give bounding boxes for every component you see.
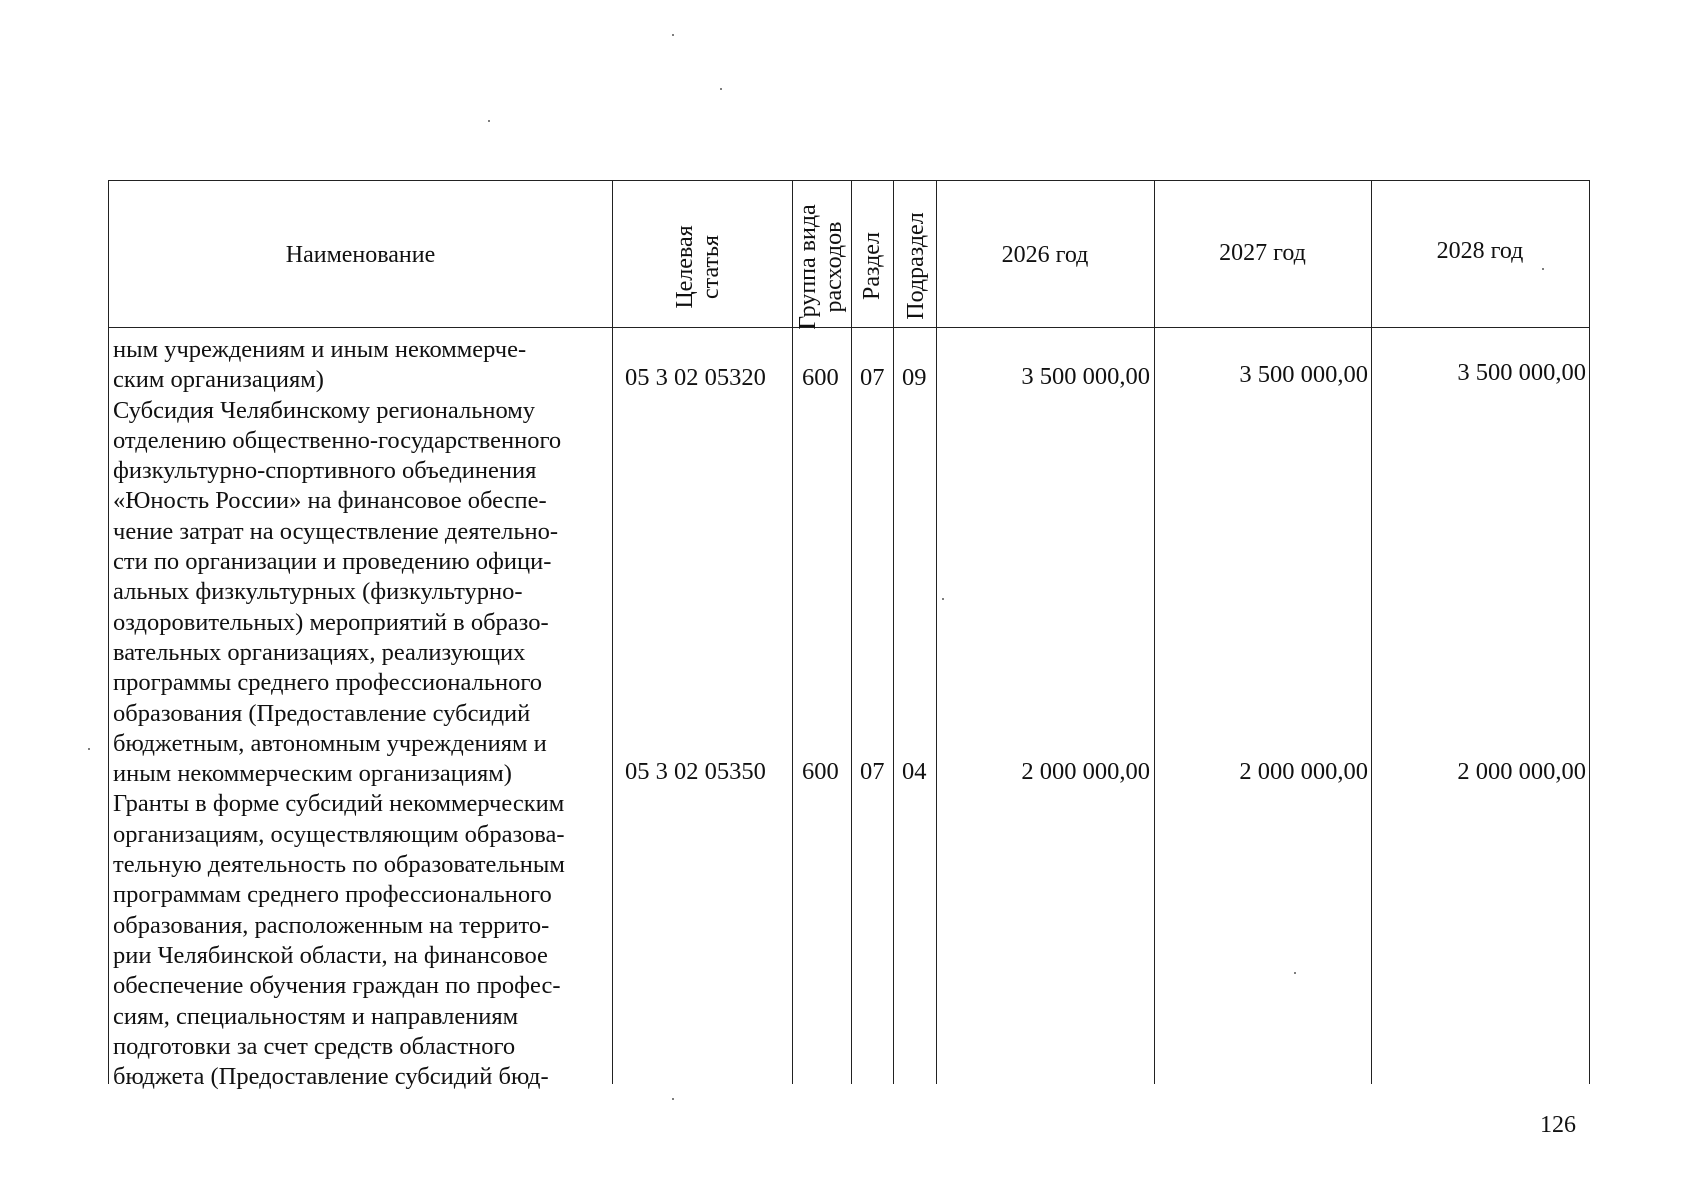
row2-2026: 2 000 000,00 xyxy=(1021,758,1150,785)
header-expense-group-line2: расходов xyxy=(821,221,847,313)
scan-speck xyxy=(942,598,944,600)
row2-code: 05 3 02 05350 xyxy=(625,758,766,785)
row1-2028: 3 500 000,00 xyxy=(1457,359,1586,386)
row2-line8: оздоровительных) мероприятий в образо- xyxy=(113,608,549,636)
col-divider xyxy=(936,181,937,1084)
header-target-article-line2: статья xyxy=(698,235,724,299)
row1-code: 05 3 02 05320 xyxy=(625,364,766,391)
row2-line12: бюджетным, автономным учреждениям и xyxy=(113,729,547,757)
header-2026: 2026 год xyxy=(1001,242,1089,268)
row2-group: 600 xyxy=(802,758,839,785)
row1-subsection: 09 xyxy=(902,364,927,391)
scan-speck xyxy=(1294,972,1296,974)
row3-line7: обеспечение обучения граждан по профес- xyxy=(113,972,561,1000)
budget-table xyxy=(108,180,1590,1091)
row2-line13: иным некоммерческим организациям) xyxy=(113,760,512,788)
col-divider xyxy=(792,181,793,1084)
col-divider xyxy=(1154,181,1155,1084)
row2-line6: сти по организации и проведению офици- xyxy=(113,548,552,576)
page-number: 126 xyxy=(1540,1112,1576,1138)
col-divider xyxy=(1371,181,1372,1084)
row1-line1: ным учреждениям и иным некоммерче- xyxy=(113,336,527,363)
header-subsection: Подраздел xyxy=(903,212,929,320)
header-target-article-line1: Целевая xyxy=(672,225,698,309)
header-2027: 2027 год xyxy=(1219,240,1306,266)
header-section: Раздел xyxy=(859,232,885,300)
row3-line3: тельную деятельность по образовательным xyxy=(113,851,565,879)
row1-group: 600 xyxy=(802,364,839,391)
row2-line5: чение затрат на осуществление деятельно- xyxy=(113,517,559,545)
row2-line3: физкультурно-спортивного объединения xyxy=(113,457,537,485)
col-divider xyxy=(612,181,613,1084)
row2-line9: вательных организациях, реализующих xyxy=(113,638,526,666)
header-2028: 2028 год xyxy=(1436,238,1524,264)
row3-line10: бюджета (Предоставление субсидий бюд- xyxy=(113,1063,549,1091)
col-divider xyxy=(851,181,852,1084)
row3-line9: подготовки за счет средств областного xyxy=(113,1032,516,1060)
scan-speck xyxy=(672,34,674,36)
row3-line8: сиям, специальностям и направлениям xyxy=(113,1002,519,1030)
row2-section: 07 xyxy=(860,758,885,785)
row2-line7: альных физкультурных (физкультурно- xyxy=(113,578,523,606)
header-name: Наименование xyxy=(285,242,436,268)
scan-speck xyxy=(672,1098,674,1100)
row2-subsection: 04 xyxy=(902,758,927,785)
row1-2027: 3 500 000,00 xyxy=(1239,361,1368,388)
name-column xyxy=(113,335,604,1092)
row2-line4: «Юность России» на финансовое обеспе- xyxy=(113,487,547,515)
row2-2027: 2 000 000,00 xyxy=(1239,758,1368,785)
row3-line4: программам среднего профессионального xyxy=(113,881,552,909)
scan-speck xyxy=(88,748,90,750)
row2-line2: отделению общественно-государственного xyxy=(113,426,562,454)
row3-line1: Гранты в форме субсидий некоммерческим xyxy=(113,790,565,818)
scan-speck xyxy=(720,88,722,90)
header-expense-group-line1: Группа вида xyxy=(795,204,821,330)
row2-line1: Субсидия Челябинскому региональному xyxy=(113,396,536,424)
header-target-article xyxy=(672,207,728,327)
col-divider xyxy=(893,181,894,1084)
row2-line11: образования (Предоставление субсидий xyxy=(113,699,531,727)
scan-speck xyxy=(488,120,490,122)
row1-line2: ским организациям) xyxy=(113,366,324,394)
row2-2028: 2 000 000,00 xyxy=(1457,758,1586,785)
row1-section: 07 xyxy=(860,364,885,391)
row3-line6: рии Челябинской области, на финансовое xyxy=(113,941,548,969)
row1-2026: 3 500 000,00 xyxy=(1021,363,1150,390)
row3-line5: образования, расположенным на террито- xyxy=(113,911,550,939)
header-expense-group xyxy=(795,201,851,333)
row3-line2: организациям, осуществляющим образова- xyxy=(113,820,565,848)
scan-speck xyxy=(1542,268,1544,270)
row2-line10: программы среднего профессионального xyxy=(113,669,543,697)
